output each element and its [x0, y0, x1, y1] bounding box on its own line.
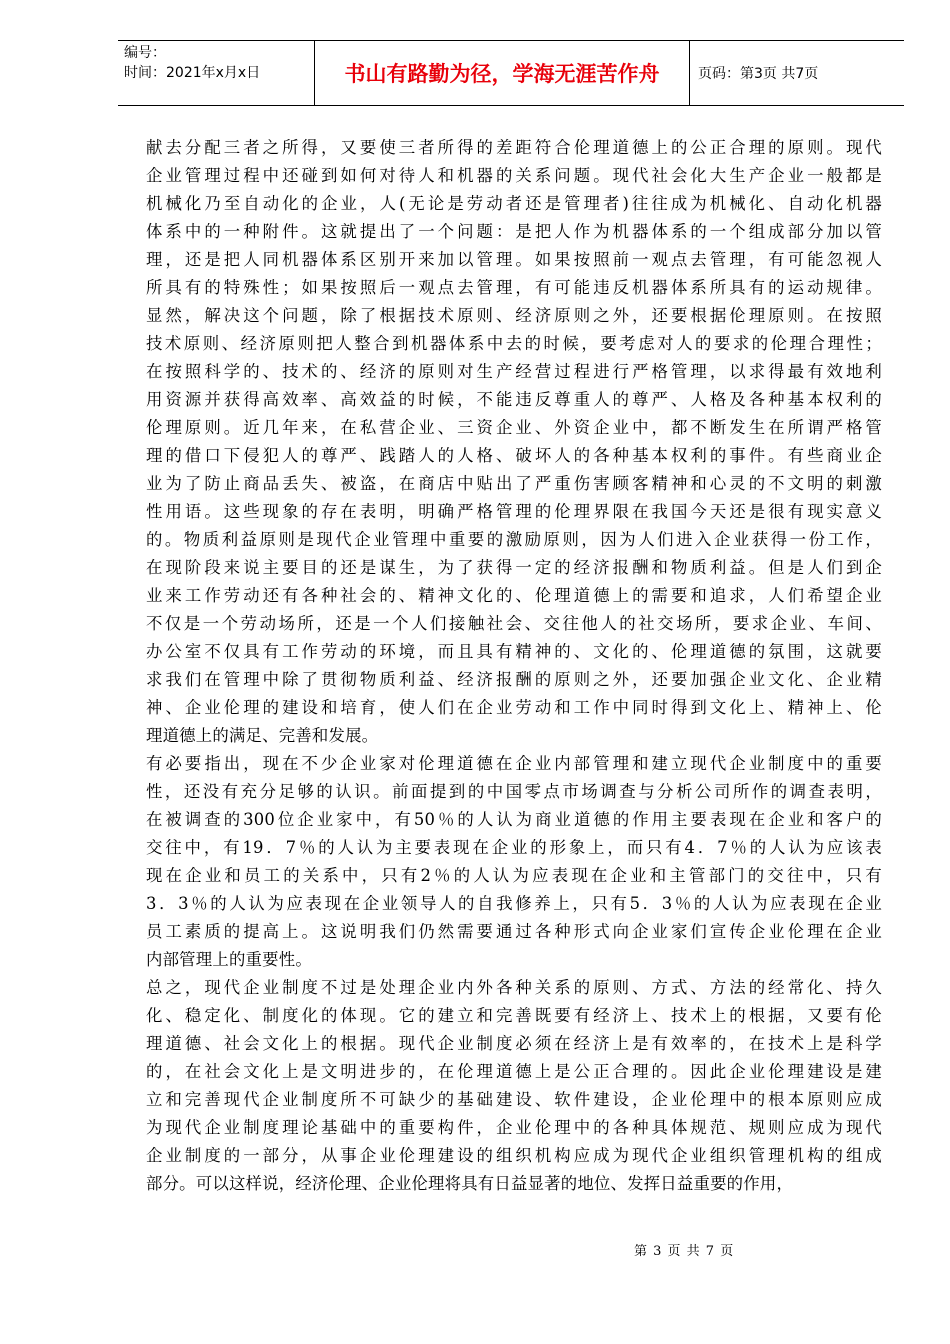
text-line: 业为了防止商品丢失、被盗，在商店中贴出了严重伤害顾客精神和心灵的不文明的刺激 — [146, 474, 882, 493]
text-line: 在现阶段来说主要目的还是谋生，为了获得一定的经济报酬和物质利益。但是人们到企 — [146, 558, 882, 577]
text-line: 理道德、社会文化上的根据。现代企业制度必须在经济上是有效率的，在技术上是科学 — [146, 1034, 882, 1053]
text-line: 3．3％的人认为应表现在企业领导人的自我修养上，只有5．3％的人认为应表现在企业 — [146, 894, 882, 913]
text-line: 办公室不仅具有工作劳动的环境，而且具有精神的、文化的、伦理道德的氛围，这就要 — [146, 642, 882, 661]
text-line: 在被调查的300位企业家中，有50％的人认为商业道德的作用主要表现在企业和客户的 — [146, 810, 882, 829]
text-line: 在按照科学的、技术的、经济的原则对生产经营过程进行严格管理，以求得最有效地利 — [146, 362, 882, 381]
text-line: 员工素质的提高上。这说明我们仍然需要通过各种形式向企业家们宣传企业伦理在企业 — [146, 922, 882, 941]
text-line: 不仅是一个劳动场所，还是一个人们接触社会、交往他人的社交场所，要求企业、车间、 — [146, 614, 882, 633]
text-line: 求我们在管理中除了贯彻物质利益、经济报酬的原则之外，还要加强企业文化、企业精 — [146, 670, 882, 689]
header-motto: 书山有路勤为径，学海无涯苦作舟 — [314, 41, 690, 105]
document-number: 编号： — [124, 45, 166, 61]
text-line: 立和完善现代企业制度所不可缺少的基础建设、软件建设，企业伦理中的根本原则应成 — [146, 1090, 882, 1109]
document-time: 时间：2021年x月x日 — [124, 65, 261, 81]
text-line: 现在企业和员工的关系中，只有2％的人认为应表现在企业和主管部门的交往中，只有 — [146, 866, 882, 885]
text-line: 显然，解决这个问题，除了根据技术原则、经济原则之外，还要根据伦理原则。在按照 — [146, 306, 882, 325]
text-line: 献去分配三者之所得，又要使三者所得的差距符合伦理道德上的公正合理的原则。现代 — [146, 138, 882, 157]
body-text — [146, 134, 882, 1198]
text-line: 性，还没有充分足够的认识。前面提到的中国零点市场调查与分析公司所作的调查表明， — [146, 782, 882, 801]
text-line: 理，还是把人同机器体系区别开来加以管理。如果按照前一观点去管理，有可能忽视人 — [146, 250, 882, 269]
text-line: 理道德上的满足、完善和发展。 — [146, 726, 379, 745]
text-line: 企业管理过程中还碰到如何对待人和机器的关系问题。现代社会化大生产企业一般都是 — [146, 166, 882, 185]
text-line: 的，在社会文化上是文明进步的，在伦理道德上是公正合理的。因此企业伦理建设是建 — [146, 1062, 882, 1081]
text-line: 所具有的特殊性；如果按照后一观点去管理，有可能违反机器体系所具有的运动规律。 — [146, 278, 882, 297]
text-line: 理的借口下侵犯人的尊严、践踏人的人格、破坏人的各种基本权利的事件。有些商业企 — [146, 446, 882, 465]
header-page-info: 页码：第3页 共7页 — [698, 66, 819, 82]
page-header — [118, 40, 904, 106]
page-footer: 第 3 页 共 7 页 — [634, 1244, 735, 1259]
text-line: 体系中的一种附件。这就提出了一个问题：是把人作为机器体系的一个组成部分加以管 — [146, 222, 882, 241]
text-line: 机械化乃至自动化的企业，人(无论是劳动者还是管理者)往往成为机械化、自动化机器 — [146, 194, 882, 213]
header-meta — [118, 41, 314, 105]
text-line: 部分。可以这样说，经济伦理、企业伦理将具有日益显著的地位、发挥日益重要的作用， — [146, 1174, 794, 1193]
text-line: 交往中，有19．7％的人认为主要表现在企业的形象上，而只有4．7％的人认为应该表 — [146, 838, 882, 857]
text-line: 总之，现代企业制度不过是处理企业内外各种关系的原则、方式、方法的经常化、持久 — [146, 978, 882, 997]
text-line: 业来工作劳动还有各种社会的、精神文化的、伦理道德上的需要和追求，人们希望企业 — [146, 586, 882, 605]
text-line: 化、稳定化、制度化的体现。它的建立和完善既要有经济上、技术上的根据，又要有伦 — [146, 1006, 882, 1025]
text-line: 伦理原则。近几年来，在私营企业、三资企业、外资企业中，都不断发生在所谓严格管 — [146, 418, 882, 437]
text-line: 企业制度的一部分，从事企业伦理建设的组织机构应成为现代企业组织管理机构的组成 — [146, 1146, 882, 1165]
text-line: 用资源并获得高效率、高效益的时候，不能违反尊重人的尊严、人格及各种基本权利的 — [146, 390, 882, 409]
text-line: 内部管理上的重要性。 — [146, 950, 312, 969]
text-line: 为现代企业制度理论基础中的重要构件，企业伦理中的各种具体规范、规则应成为现代 — [146, 1118, 882, 1137]
text-line: 性用语。这些现象的存在表明，明确严格管理的伦理界限在我国今天还是很有现实意义 — [146, 502, 882, 521]
text-line: 的。物质利益原则是现代企业管理中重要的激励原则，因为人们进入企业获得一份工作， — [146, 530, 882, 549]
text-line: 有必要指出，现在不少企业家对伦理道德在企业内部管理和建立现代企业制度中的重要 — [146, 754, 882, 773]
text-line: 神、企业伦理的建设和培育，使人们在企业劳动和工作中同时得到文化上、精神上、伦 — [146, 698, 882, 717]
text-line: 技术原则、经济原则把人整合到机器体系中去的时候，要考虑对人的要求的伦理合理性； — [146, 334, 882, 353]
